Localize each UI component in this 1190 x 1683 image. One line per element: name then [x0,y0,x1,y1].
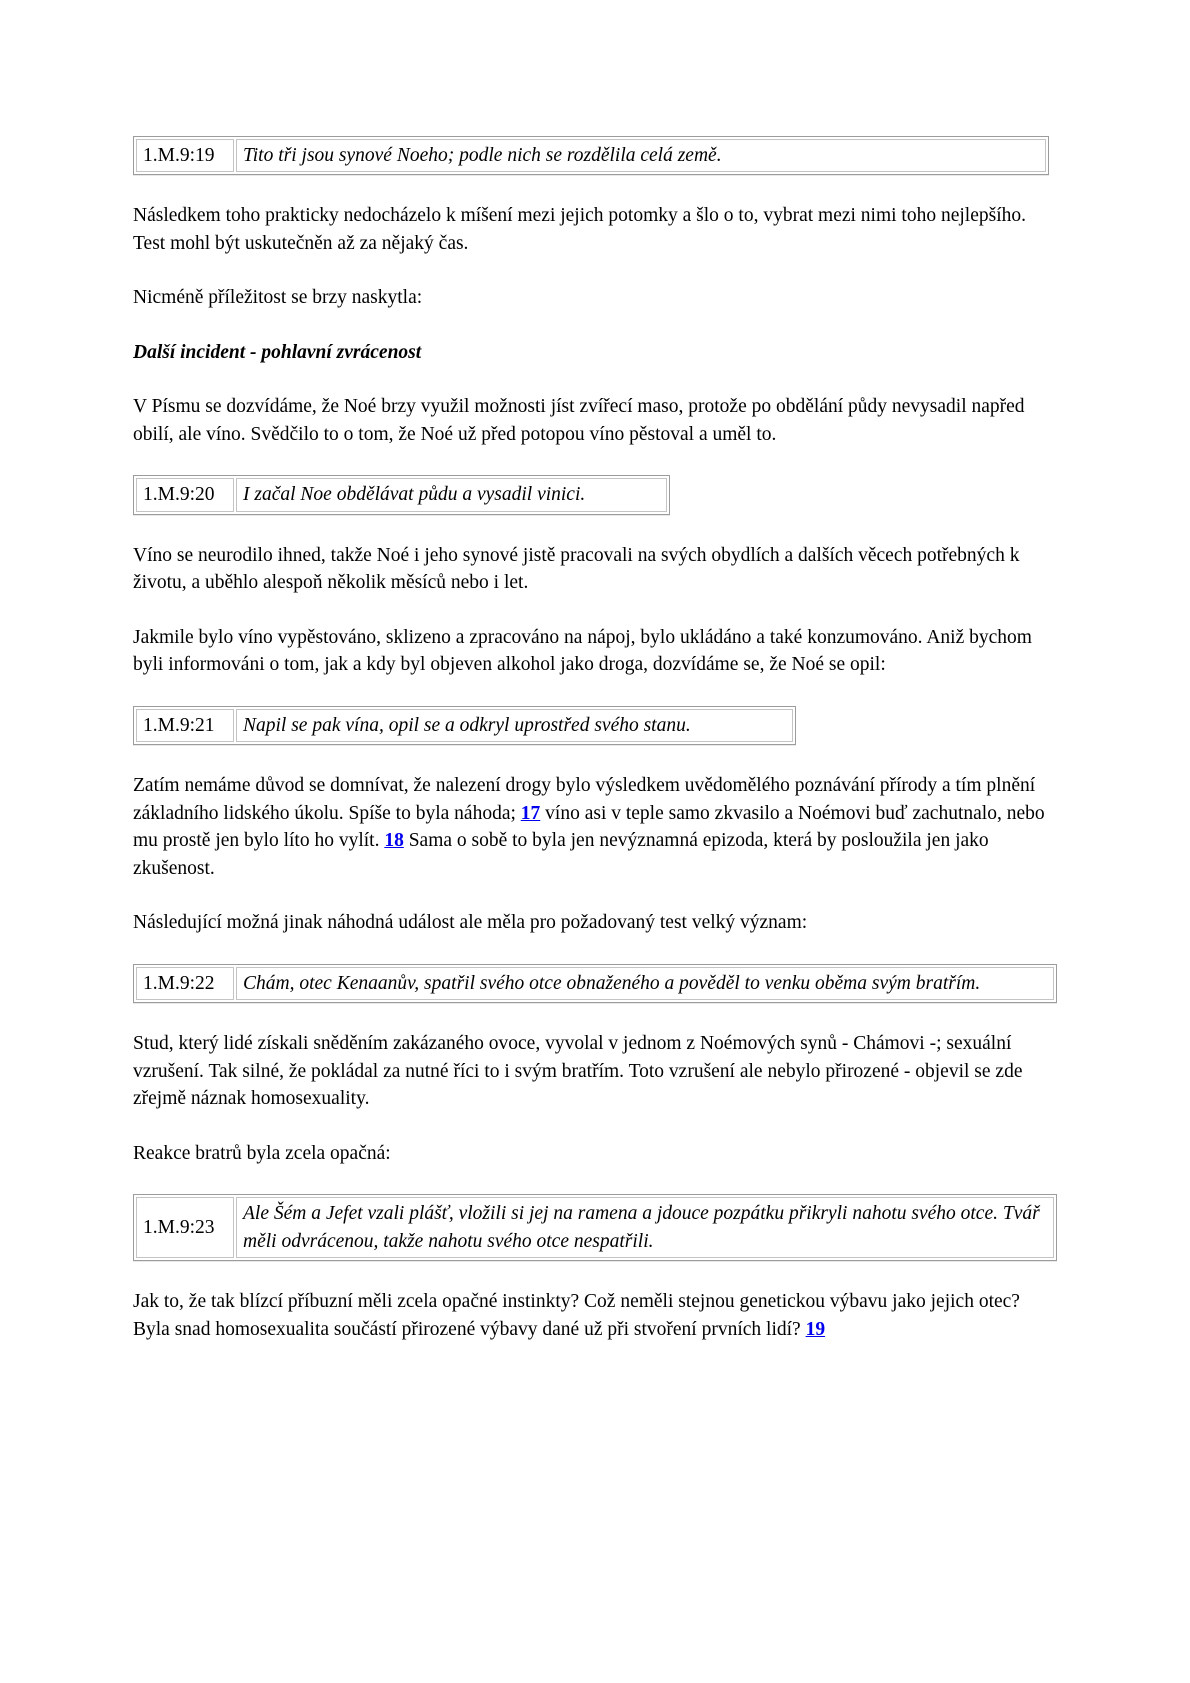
verse-ref: 1.M.9:20 [136,478,234,511]
verse-text: Napil se pak vína, opil se a odkryl uprostřed svého stanu. [236,709,793,742]
verse-box-1m9-22 [133,964,1057,1003]
paragraph-shame: Stud, který lidé získali sněděním zakázaného ovoce, vyvolal v jednom z Noémových synů - Chámovi -; sexuální vzrušení. Tak silné, že pokládal za nutné říci to i svým bratřím. Toto vzrušení ale nebylo přirozené - objevil se zde zřejmě náznak homosexuality. [133,1033,1023,1110]
paragraph-question [133,1288,1057,1343]
verse-text: I začal Noe obdělávat půdu a vysadil vinici. [236,478,667,511]
paragraph-text-segment: Sama o sobě to byla jen nevýznamná epizoda, která by posloužila jen jako zkušenost. [133,830,989,879]
footnote-link-19[interactable]: 19 [805,1318,826,1340]
verse-box-1m9-23 [133,1194,1057,1261]
paragraph-scripture-wine: V Písmu se dozvídáme, že Noé brzy využil možnosti jíst zvířecí maso, protože po obdělání půdy nevysadil napřed obilí, ale víno. Svědčilo to o tom, že Noé už před potopou víno pěstoval a uměl to. [133,396,1025,445]
paragraph-text-segment: víno asi v teple samo zkvasilo a Noémovi buď zachutnalo, nebo mu prostě jen bylo líto ho vylít. [133,802,1045,852]
verse-ref: 1.M.9:19 [136,139,234,172]
verse-row [136,1197,1054,1258]
verse-text: Tito tři jsou synové Noeho; podle nich se rozdělila celá země. [236,139,1046,172]
verse-box-1m9-19 [133,136,1049,175]
paragraph-consequence: Následkem toho prakticky nedocházelo k míšení mezi jejich potomky a šlo o to, vybrat mezi nimi toho nejlepšího. Test mohl být uskutečněn až za nějaký čas. [133,205,1027,254]
verse-row [136,139,1046,172]
paragraph-text-segment: Zatím nemáme důvod se domnívat, že nalezení drogy bylo výsledkem uvědomělého poznávání přírody a tím plnění základního lidského úkolu. Spíše to byla náhoda; [133,775,1036,824]
verse-row [136,478,667,511]
verse-box-1m9-20 [133,475,670,514]
paragraph-brothers-reaction: Reakce bratrů byla zcela opačná: [133,1142,391,1164]
paragraph-text-segment: Jak to, že tak blízcí příbuzní měli zcela opačné instinkty? Což neměli stejnou genetickou výbavu jako jejich otec? Byla snad homosexualita součástí přirozené výbavy dané už při stvoření prvních lidí? [133,1291,1020,1340]
paragraph-wine-growing: Víno se neurodilo ihned, takže Noé i jeho synové jistě pracovali na svých obydlích a dalších věcech potřebných k životu, a uběhlo alespoň několik měsíců nebo i let. [133,544,1020,594]
verse-row [136,709,793,742]
verse-box-1m9-21 [133,706,796,745]
footnote-link-18[interactable]: 18 [384,830,404,852]
verse-text: Ale Šém a Jefet vzali plášť, vložili si jej na ramena a jdouce pozpátku přikryli nahotu svého otce. Tvář měli odvrácenou, takže nahotu svého otce nespatřili. [236,1197,1054,1258]
paragraph-opportunity: Nicméně příležitost se brzy naskytla: [133,287,423,309]
section-heading: Další incident - pohlavní zvrácenost [133,341,422,363]
paragraph-drug-discovery [133,772,1057,882]
paragraph-test-significance: Následující možná jinak náhodná událost ale měla pro požadovaný test velký význam: [133,912,808,934]
verse-text: Chám, otec Kenaanův, spatřil svého otce obnaženého a pověděl to venku oběma svým bratřím. [236,967,1054,1000]
paragraph-wine-consumed: Jakmile bylo víno vypěstováno, sklizeno a zpracováno na nápoj, bylo ukládáno a také konzumováno. Aniž bychom byli informováni o tom, jak a kdy byl objeven alkohol jako droga, dozvídáme se, že Noé se opil: [133,626,1032,676]
verse-ref: 1.M.9:23 [136,1197,234,1258]
verse-row [136,967,1054,1000]
verse-ref: 1.M.9:21 [136,709,234,742]
verse-ref: 1.M.9:22 [136,967,234,1000]
footnote-link-17[interactable]: 17 [520,802,541,824]
